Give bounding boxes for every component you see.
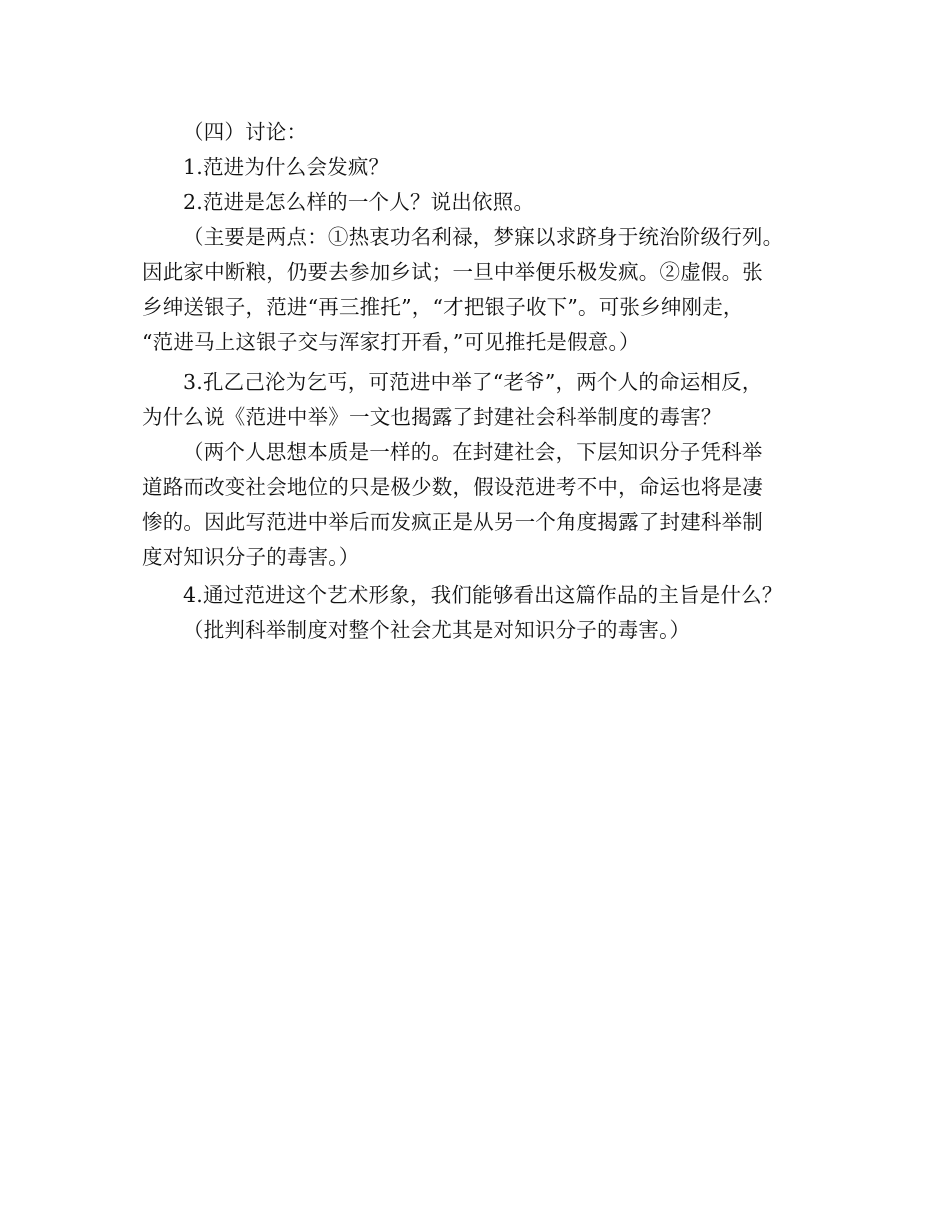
answer-4: （批判科举制度对整个社会尤其是对知识分子的毒害。）	[183, 618, 691, 642]
answer-3-line-2: 道路而改变社会地位的只是极少数，假设范进考不中，命运也将是凄	[142, 475, 763, 499]
answer-2-line-2: 因此家中断粮，仍要去参加乡试；一旦中举便乐极发疯。②虚假。张	[142, 260, 763, 284]
section-heading-discussion: （四）讨论：	[183, 120, 308, 144]
question-3-line-1: 3.孔乙己沦为乞丐，可范进中举了“老爷”，两个人的命运相反，	[183, 370, 763, 394]
answer-2-line-4: “范进马上这银子交与浑家打开看，”可见推托是假意。）	[142, 330, 640, 354]
question-3-line-2: 为什么说《范进中举》一文也揭露了封建社会科举制度的毒害？	[142, 405, 722, 429]
question-2: 2.范进是怎么样的一个人？说出依照。	[183, 190, 535, 214]
question-4: 4.通过范进这个艺术形象，我们能够看出这篇作品的主旨是什么？	[183, 583, 783, 607]
answer-3-line-4: 度对知识分子的毒害。）	[142, 545, 360, 569]
answer-3-line-3: 惨的。因此写范进中举后而发疯正是从另一个角度揭露了封建科举制	[142, 510, 763, 534]
answer-2-line-1: （主要是两点：①热衷功名利禄，梦寐以求跻身于统治阶级行列。	[183, 225, 784, 249]
answer-2-line-3: 乡绅送银子，范进“再三推托”，“才把银子收下”。可张乡绅刚走，	[142, 295, 744, 319]
answer-3-line-1: （两个人思想本质是一样的。在封建社会，下层知识分子凭科举	[183, 440, 763, 464]
question-1: 1.范进为什么会发疯？	[183, 155, 390, 179]
